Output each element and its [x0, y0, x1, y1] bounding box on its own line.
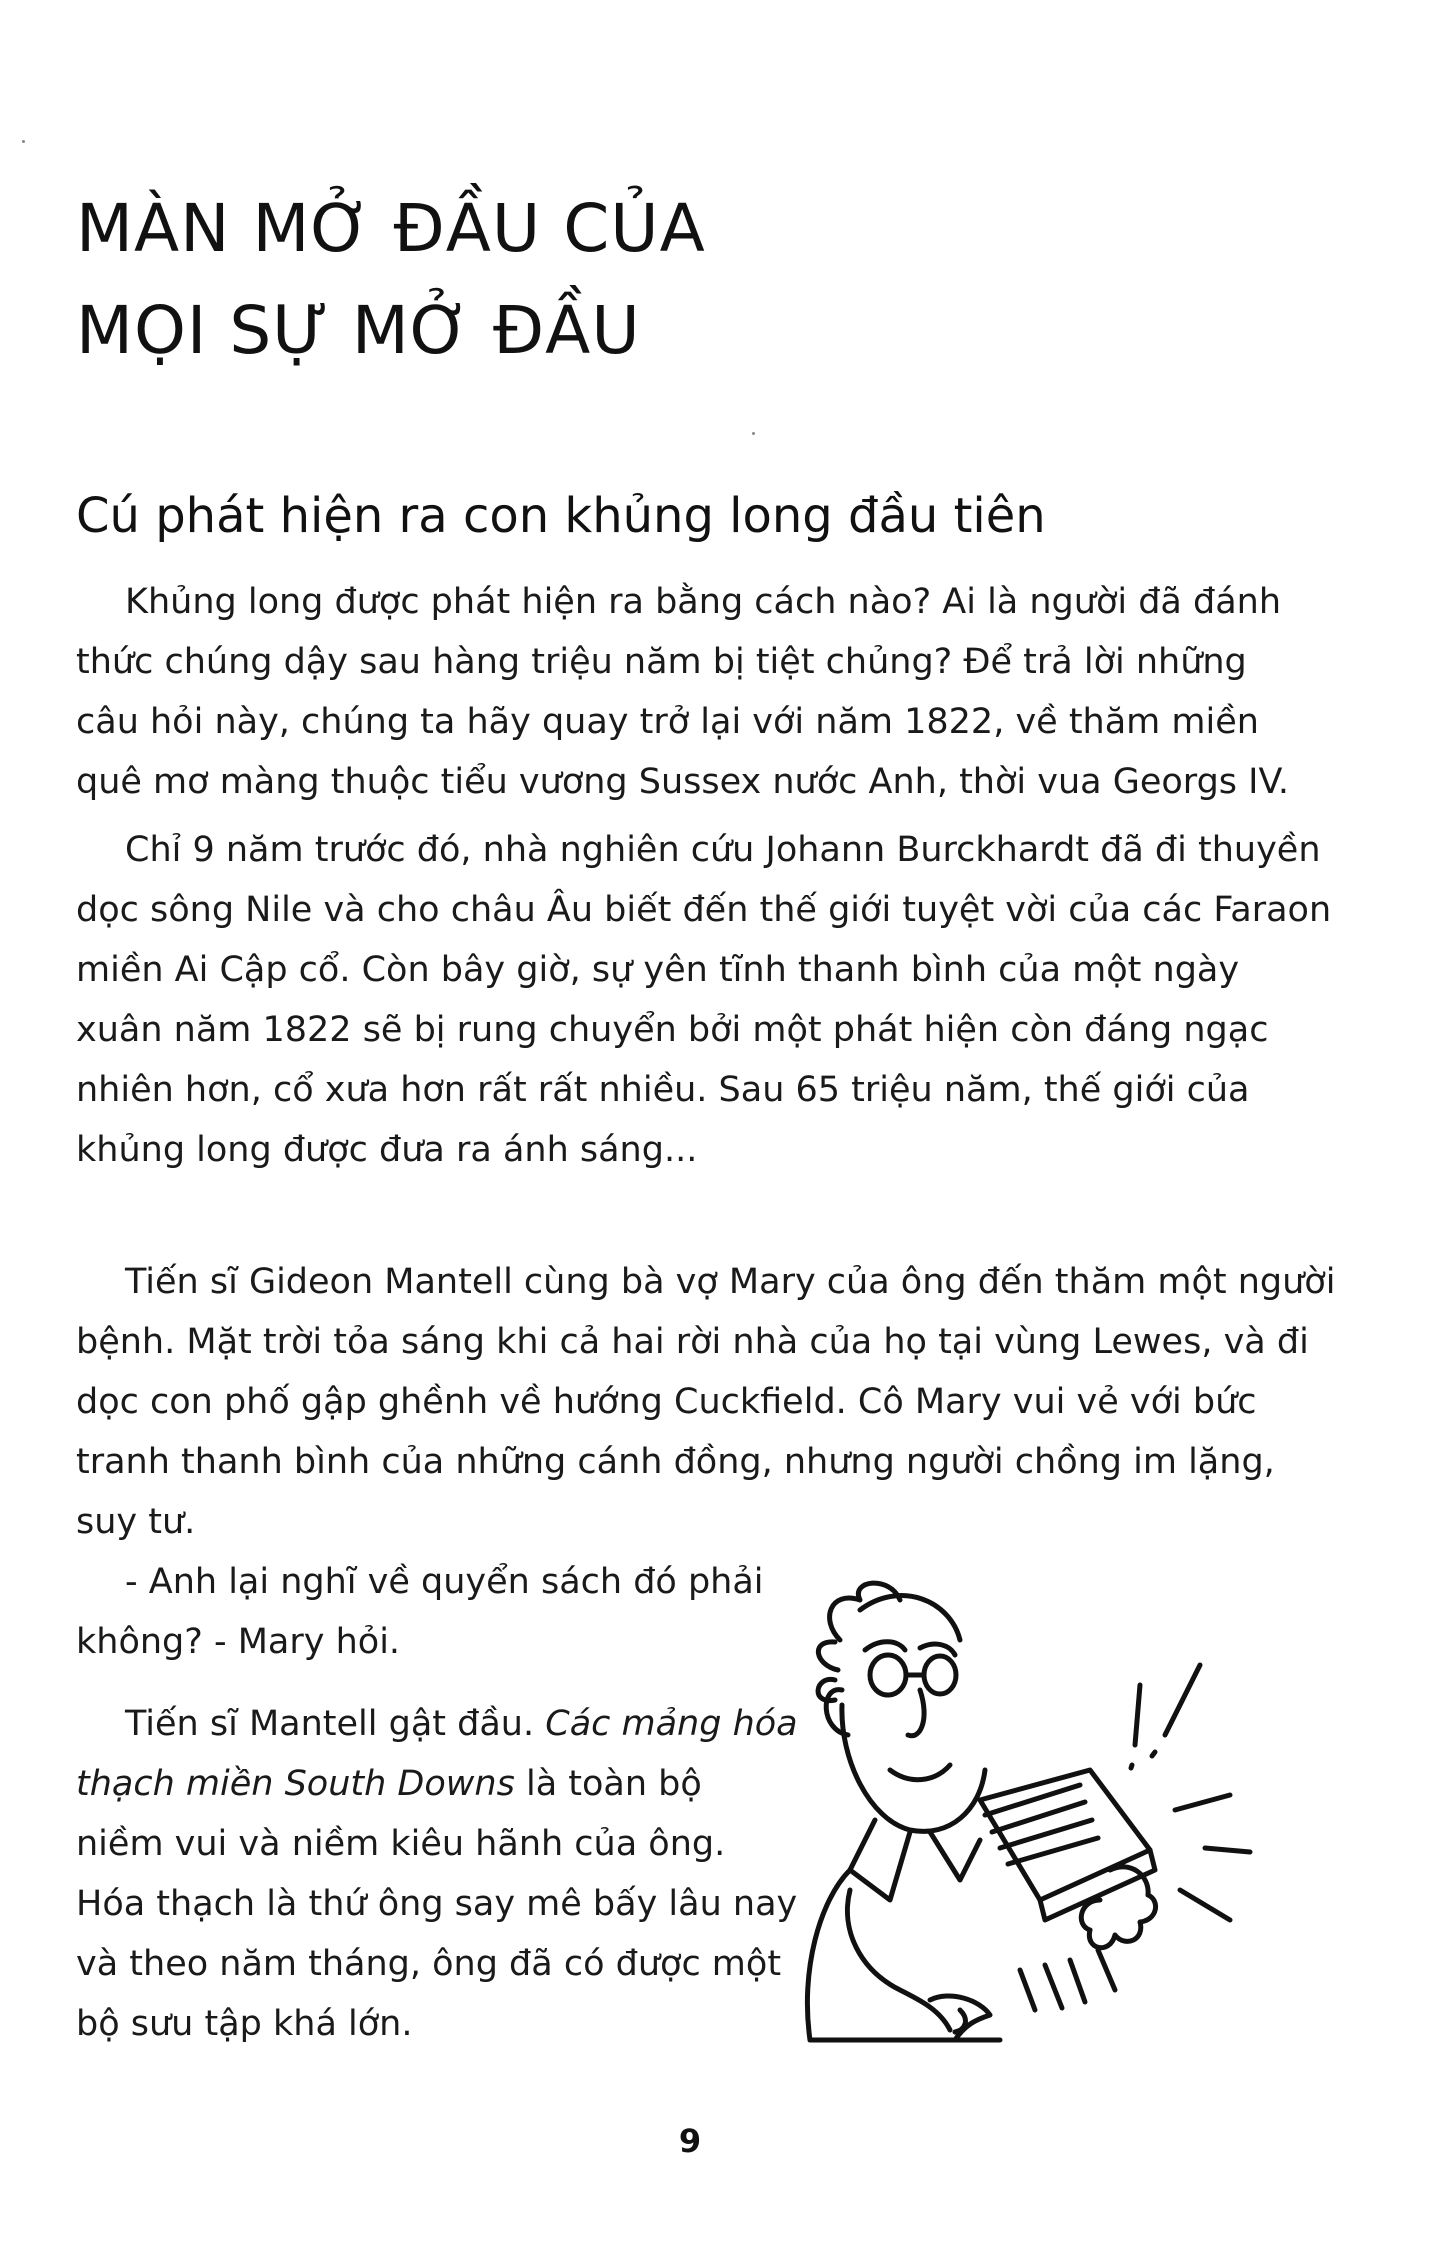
paragraph-3	[76, 1252, 1335, 1552]
paragraph-line: bộ sưu tập khá lớn.	[76, 2004, 413, 2044]
paragraph-line: câu hỏi này, chúng ta hãy quay trở lại với năm 1822, về thăm miền	[76, 702, 1259, 742]
paragraph-line: thức chúng dậy sau hàng triệu năm bị tiệt chủng? Để trả lời những	[76, 642, 1247, 682]
book-title-italic: thạch miền South Downs	[76, 1764, 515, 1804]
paragraph-4-dialogue	[76, 1552, 764, 1672]
paragraph-line: khủng long được đưa ra ánh sáng...	[76, 1130, 698, 1170]
paragraph-line: dọc sông Nile và cho châu Âu biết đến thế giới tuyệt vời của các Faraon	[76, 890, 1332, 930]
paragraph-line: và theo năm tháng, ông đã có được một	[76, 1944, 782, 1984]
paragraph-line	[76, 1694, 798, 1754]
paragraph-line: Chỉ 9 năm trước đó, nhà nghiên cứu Johann Burckhardt đã đi thuyền	[125, 830, 1321, 870]
section-heading: Cú phát hiện ra con khủng long đầu tiên	[76, 488, 1046, 544]
paragraph-text: là toàn bộ	[525, 1764, 702, 1804]
paragraph-line: - Anh lại nghĩ về quyển sách đó phải	[125, 1562, 764, 1602]
page-number: 9	[678, 2122, 702, 2160]
paragraph-line: tranh thanh bình của những cánh đồng, nhưng người chồng im lặng,	[76, 1442, 1275, 1482]
paragraph-line: nhiên hơn, cổ xưa hơn rất rất nhiều. Sau 65 triệu năm, thế giới của	[76, 1070, 1250, 1110]
paragraph-line: không? - Mary hỏi.	[76, 1622, 401, 1662]
paragraph-line: suy tư.	[76, 1502, 196, 1542]
paragraph-line: Khủng long được phát hiện ra bằng cách nào? Ai là người đã đánh	[125, 582, 1282, 622]
chapter-title	[76, 178, 776, 382]
paragraph-line: dọc con phố gập ghềnh về hướng Cuckfield. Cô Mary vui vẻ với bức	[76, 1382, 1257, 1422]
scan-speck	[752, 432, 755, 435]
paragraph-line: xuân năm 1822 sẽ bị rung chuyển bởi một phát hiện còn đáng ngạc	[76, 1010, 1269, 1050]
paragraph-line: bệnh. Mặt trời tỏa sáng khi cả hai rời nhà của họ tại vùng Lewes, và đi	[76, 1322, 1309, 1362]
paragraph-line: miền Ai Cập cổ. Còn bây giờ, sự yên tĩnh thanh bình của một ngày	[76, 950, 1240, 990]
book-title-italic: Các mảng hóa	[545, 1704, 798, 1744]
chapter-title-line-1: MÀN MỞ ĐẦU CỦA	[76, 190, 706, 267]
paragraph-text: Tiến sĩ Mantell gật đầu.	[125, 1704, 535, 1744]
paragraph-line: Tiến sĩ Gideon Mantell cùng bà vợ Mary của ông đến thăm một người	[125, 1262, 1336, 1302]
chapter-title-line-2: MỌI SỰ MỞ ĐẦU	[76, 292, 641, 369]
paragraph-1	[76, 572, 1289, 812]
paragraph-line: quê mơ màng thuộc tiểu vương Sussex nước Anh, thời vua Georgs IV.	[76, 762, 1290, 802]
paragraph-line: niềm vui và niềm kiêu hãnh của ông.	[76, 1824, 726, 1864]
paragraph-line	[76, 1754, 798, 1814]
man-reading-book-illustration	[780, 1570, 1280, 2070]
scan-speck	[22, 140, 25, 143]
paragraph-2	[76, 820, 1331, 1180]
paragraph-line: Hóa thạch là thứ ông say mê bấy lâu nay	[76, 1884, 798, 1924]
paragraph-5	[76, 1694, 798, 2054]
